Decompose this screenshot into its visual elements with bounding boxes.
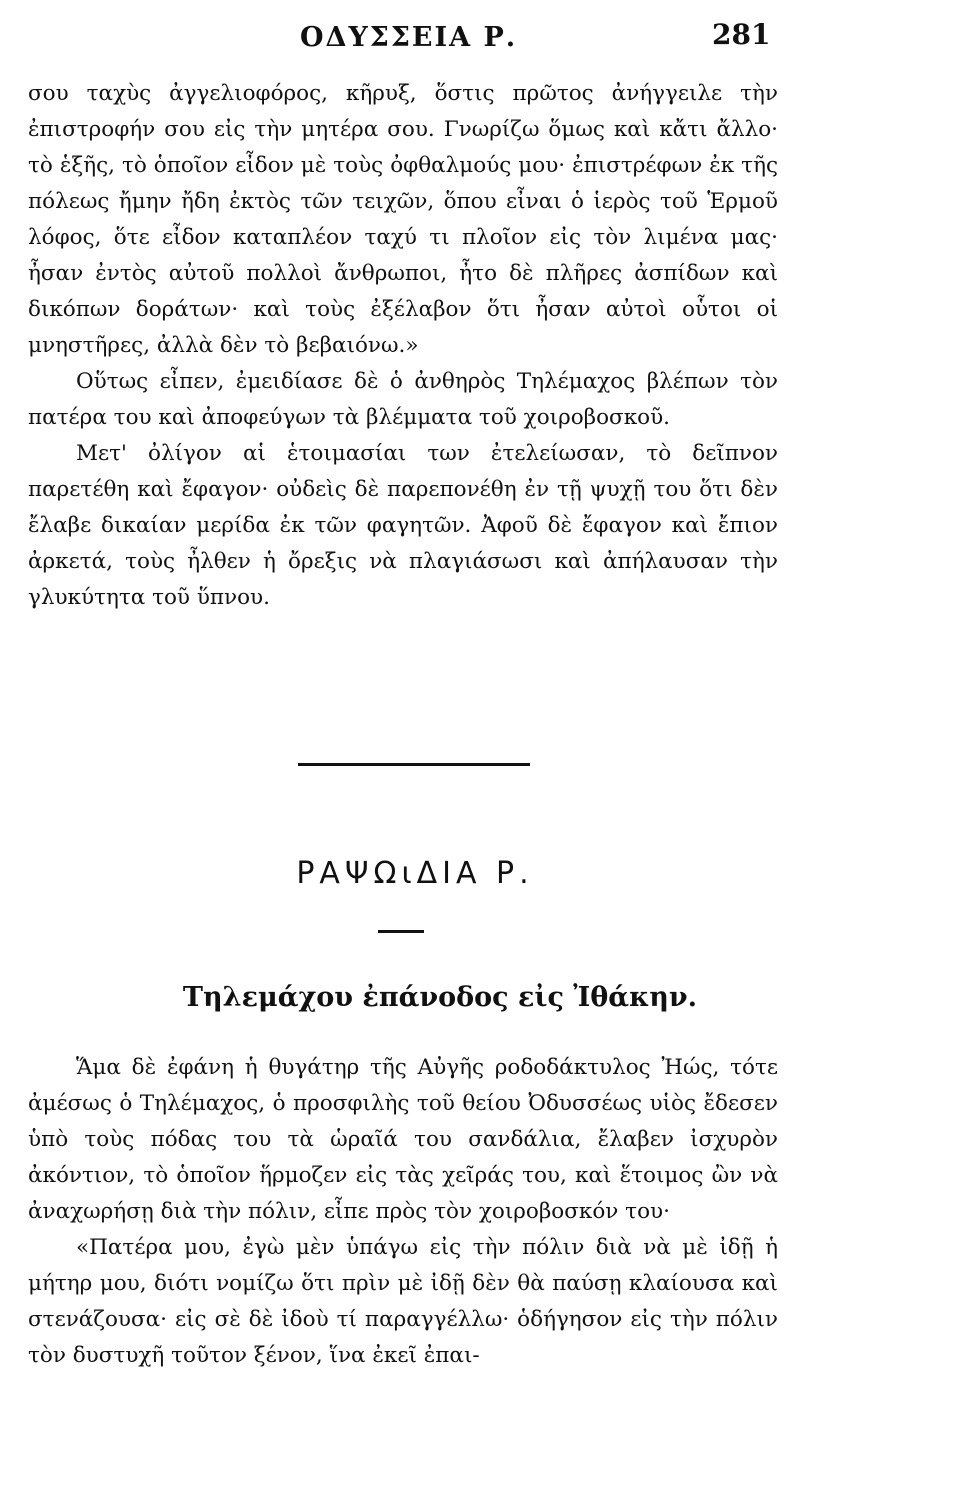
section-divider-rule (298, 763, 530, 766)
page-number: 281 (712, 18, 771, 51)
paragraph: Μετ' ὀλίγον αἱ ἑτοιμασίαι των ἐτελείωσαν, τὸ δεῖπνον παρετέθη καὶ ἔφαγον· οὐδεὶς δὲ παρεπονέθη ἐν τῇ ψυχῇ του ὅτι δὲν ἔλαβε δικαίαν μερίδα ἐκ τῶν φαγητῶν. Ἀφοῦ δὲ ἔφαγον καὶ ἔπιον ἀρκετά, τοὺς ἦλθεν ἡ ὄρεξις νὰ πλαγιάσωσι καὶ ἀπήλαυσαν τὴν γλυκύτητα τοῦ ὕπνου. (28, 441, 778, 610)
text-block-before (28, 76, 778, 616)
paragraph: Οὕτως εἶπεν, ἐμειδίασε δὲ ὁ ἀνθηρὸς Τηλέμαχος βλέπων τὸν πατέρα του καὶ ἀποφεύγων τὰ βλέμματα τοῦ χοιροβοσκοῦ. (28, 369, 778, 430)
text-block-after (28, 1050, 778, 1374)
paragraph: σου ταχὺς ἀγγελιοφόρος, κῆρυξ, ὅστις πρῶτος ἀνήγγειλε τὴν ἐπιστροφήν σου εἰς τὴν μητέρα σου. Γνωρίζω ὅμως καὶ κἄτι ἄλλο· τὸ ἑξῆς, τὸ ὁποῖον εἶδον μὲ τοὺς ὀφθαλμούς μου· ἐπιστρέφων ἐκ τῆς πόλεως ἤμην ἤδη ἐκτὸς τῶν τειχῶν, ὅπου εἶναι ὁ ἱερὸς τοῦ Ἑρμοῦ λόφος, ὅτε εἶδον καταπλέον ταχύ τι πλοῖον εἰς τὸν λιμένα μας· ἦσαν ἐντὸς αὐτοῦ πολλοὶ ἄνθρωποι, ἦτο δὲ πλῆρες ἀσπίδων καὶ δικόπων δοράτων· καὶ τοὺς ἐξέλαβον ὅτι ἦσαν αὐτοὶ οὗτοι οἱ μνηστῆρες, ἀλλὰ δὲν τὸ βεβαιόνω.» (28, 81, 778, 358)
title-underline-rule (378, 930, 424, 933)
running-title: ΟΔΥΣΣΕΙΑ Ρ. (300, 22, 518, 53)
rhapsody-title: ΡΑΨΩιΔΙΑ Ρ. (296, 856, 534, 891)
running-head (0, 18, 970, 58)
section-heading: Τηλεμάχου ἐπάνοδος εἰς Ἰθάκην. (182, 982, 698, 1013)
paragraph: «Πατέρα μου, ἐγὼ μὲν ὑπάγω εἰς τὴν πόλιν διὰ νὰ μὲ ἰδῇ ἡ μήτηρ μου, διότι νομίζω ὅτι πρὶν μὲ ἰδῇ δὲν θὰ παύσῃ κλαίουσα καὶ στενάζουσα· εἰς σὲ δὲ ἰδοὺ τί παραγγέλλω· ὁδήγησον εἰς τὴν πόλιν τὸν δυστυχῆ τοῦτον ξένον, ἵνα ἐκεῖ ἐπαι- (28, 1235, 778, 1368)
paragraph: Ἅμα δὲ ἐφάνη ἡ θυγάτηρ τῆς Αὐγῆς ροδοδάκτυλος Ἠώς, τότε ἀμέσως ὁ Τηλέμαχος, ὁ προσφιλὴς τοῦ θείου Ὀδυσσέως υἱὸς ἔδεσεν ὑπὸ τοὺς πόδας του τὰ ὡραῖά του σανδάλια, ἔλαβεν ἰσχυρὸν ἀκόντιον, τὸ ὁποῖον ἥρμοζεν εἰς τὰς χεῖράς του, καὶ ἕτοιμος ὢν νὰ ἀναχωρήσῃ διὰ τὴν πόλιν, εἶπε πρὸς τὸν χοιροβοσκόν του· (28, 1055, 778, 1224)
